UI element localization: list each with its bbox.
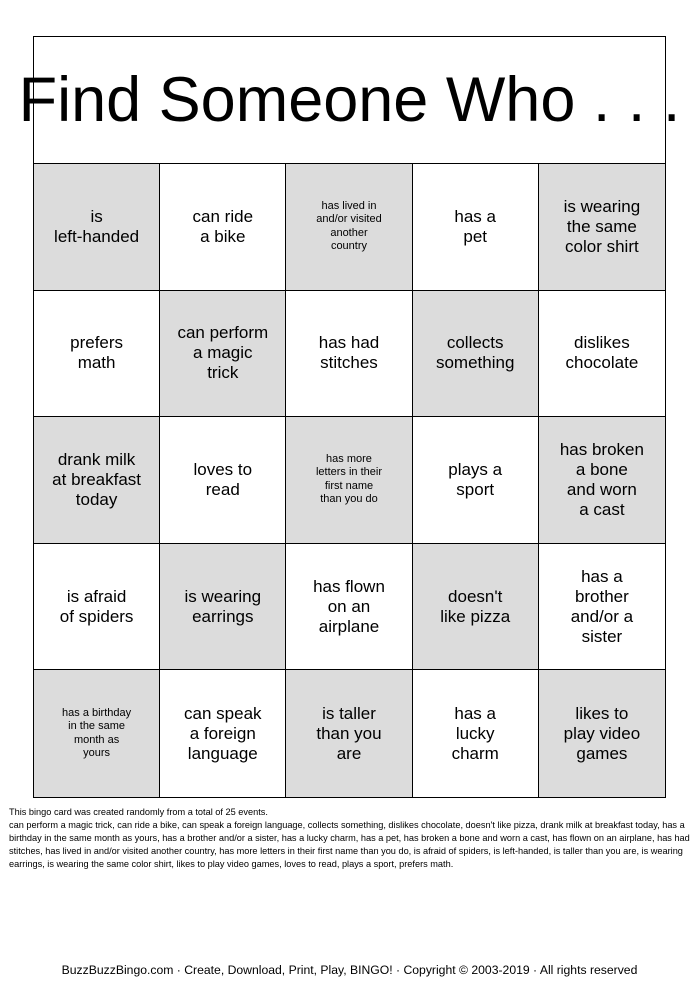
bingo-cell: plays a sport (413, 417, 539, 544)
bingo-cell: can ride a bike (160, 164, 286, 291)
bingo-cell: prefers math (34, 291, 160, 418)
bingo-cell: is wearing earrings (160, 544, 286, 671)
bingo-cell: can perform a magic trick (160, 291, 286, 418)
bingo-cell: is taller than you are (286, 670, 412, 797)
bingo-cell: loves to read (160, 417, 286, 544)
page-footer: BuzzBuzzBingo.com · Create, Download, Print, Play, BINGO! · Copyright © 2003-2019 · All rights reserved (61, 963, 638, 977)
bingo-cell: has more letters in their first name than you do (286, 417, 412, 544)
bingo-grid (34, 164, 665, 797)
bingo-cell: has broken a bone and worn a cast (539, 417, 665, 544)
footnote-summary: This bingo card was created randomly from a total of 25 events. (9, 807, 268, 817)
bingo-cell: likes to play video games (539, 670, 665, 797)
bingo-cell: is wearing the same color shirt (539, 164, 665, 291)
bingo-cell: has a lucky charm (413, 670, 539, 797)
bingo-cell: has a brother and/or a sister (539, 544, 665, 671)
bingo-cell: drank milk at breakfast today (34, 417, 160, 544)
title-box (18, 37, 681, 164)
bingo-cell: has flown on an airplane (286, 544, 412, 671)
bingo-cell: collects something (413, 291, 539, 418)
bingo-cell: is left-handed (34, 164, 160, 291)
bingo-cell: has a birthday in the same month as yours (34, 670, 160, 797)
bingo-cell: can speak a foreign language (160, 670, 286, 797)
bingo-card (18, 36, 681, 798)
bingo-cell: is afraid of spiders (34, 544, 160, 671)
footnote (9, 806, 693, 871)
bingo-cell: has lived in and/or visited another country (286, 164, 412, 291)
bingo-cell: dislikes chocolate (539, 291, 665, 418)
card-title: Find Someone Who . . . (18, 65, 681, 135)
bingo-cell: has had stitches (286, 291, 412, 418)
footnote-events-list: can perform a magic trick, can ride a bike, can speak a foreign language, collects something, dislikes chocolate, doesn't like pizza, drank milk at breakfast today, has a birthday in the same month as yours, has a brother and/or a sister, has a lucky charm, has a pet, has broken a bone and worn a cast, has flown on an airplane, has had stitches, has lived in and/or visited another country, has more letters in their first name than you do, is afraid of spiders, is left-handed, is taller than you are, is wearing earrings, is wearing the same color shirt, likes to play video games, loves to read, plays a sport, prefers math. (9, 820, 690, 869)
bingo-cell: has a pet (413, 164, 539, 291)
bingo-cell: doesn't like pizza (413, 544, 539, 671)
